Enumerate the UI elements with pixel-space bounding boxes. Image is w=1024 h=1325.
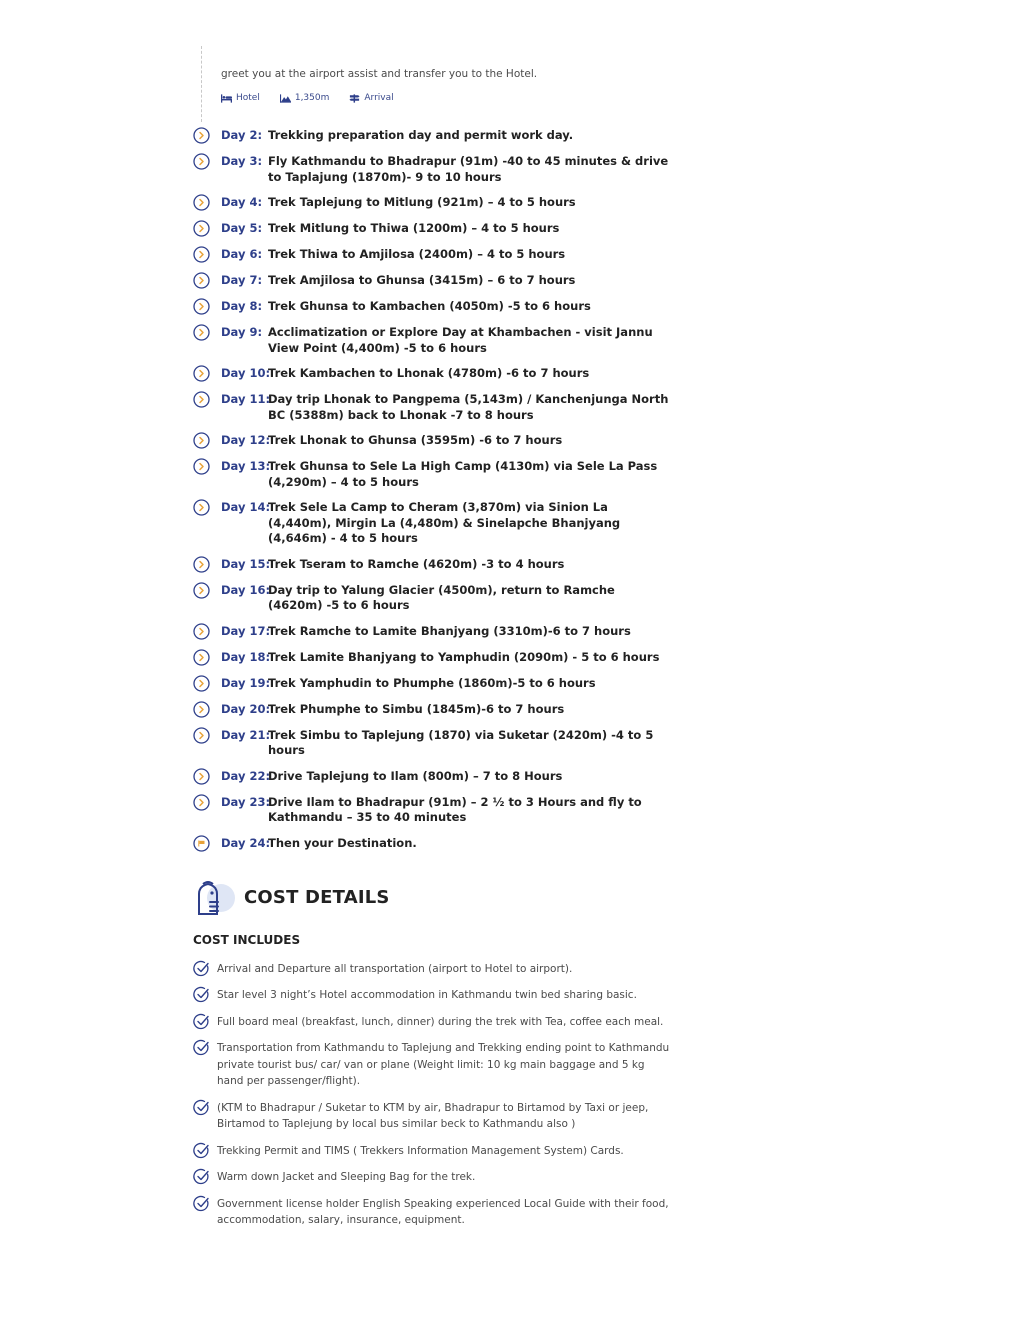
day-title: Trek Phumphe to Simbu (1845m)-6 to 7 hours	[268, 701, 565, 716]
day-title: Acclimatization or Explore Day at Khambachen - visit Jannu View Point (4,400m) -5 to 6 hours	[268, 325, 653, 355]
day-title: Day trip to Yalung Glacier (4500m), return to Ramche (4620m) -5 to 6 hours	[268, 582, 615, 612]
day-label: Day 24:	[221, 835, 271, 850]
cost-details-section	[193, 880, 673, 1229]
list-item: Trekking Permit and TIMS ( Trekkers Information Management System) Cards.	[193, 1143, 673, 1160]
day-item	[193, 195, 673, 211]
day-label: Day 16:	[221, 582, 271, 597]
day-item	[193, 557, 673, 573]
bed-icon	[221, 94, 232, 103]
day-item	[193, 459, 673, 490]
cost-details-title: COST DETAILS	[244, 887, 390, 908]
chevron-right-circle-icon	[193, 194, 210, 211]
day-item	[193, 500, 673, 547]
day-item	[193, 128, 673, 144]
cost-includes-title: COST INCLUDES	[193, 932, 301, 947]
chevron-right-circle-icon	[193, 675, 210, 692]
chevron-right-circle-icon	[193, 768, 210, 785]
day-1-meta	[221, 93, 673, 103]
chevron-right-circle-icon	[193, 649, 210, 666]
day-item	[193, 433, 673, 449]
meta-altitude: 1,350m	[280, 93, 330, 103]
chevron-right-circle-icon	[193, 246, 210, 263]
day-title: Fly Kathmandu to Bhadrapur (91m) -40 to 45 minutes & drive to Taplajung (1870m)- 9 to 10 hours	[268, 154, 669, 184]
day-title: Trek Lhonak to Ghunsa (3595m) -6 to 7 hours	[268, 433, 563, 447]
day-title: Trek Ghunsa to Sele La High Camp (4130m) via Sele La Pass (4,290m) – 4 to 5 hours	[268, 459, 658, 489]
day-1-description: greet you at the airport assist and transfer you to the Hotel.	[221, 68, 538, 80]
day-title: Then your Destination.	[268, 835, 417, 850]
day-label: Day 22:	[221, 768, 271, 783]
day-label: Day 3:	[221, 154, 263, 168]
day-item	[193, 273, 673, 289]
day-label: Day 5:	[221, 221, 263, 235]
day-label: Day 13:	[221, 459, 271, 473]
day-label: Day 14:	[221, 500, 271, 514]
check-circle-icon	[193, 1168, 210, 1185]
day-title: Trekking preparation day and permit work day.	[268, 128, 574, 142]
day-title: Trek Simbu to Taplejung (1870) via Suketar (2420m) -4 to 5 hours	[268, 727, 654, 757]
day-label: Day 20:	[221, 701, 271, 716]
chevron-right-circle-icon	[193, 582, 210, 599]
day-title: Trek Sele La Camp to Cheram (3,870m) via Sinion La (4,440m), Mirgin La (4,480m) & Sinelapche Bhanjyang (4,646m) - 4 to 5 hours	[268, 500, 621, 545]
day-title: Trek Taplejung to Mitlung (921m) – 4 to 5 hours	[268, 195, 576, 209]
signpost-icon	[349, 94, 360, 103]
chevron-right-circle-icon	[193, 391, 210, 408]
day-item-final	[193, 836, 673, 852]
day-item	[193, 769, 673, 785]
day-label: Day 2:	[221, 128, 263, 142]
list-item: Arrival and Departure all transportation (airport to Hotel to airport).	[193, 961, 673, 978]
list-item: Government license holder English Speaking experienced Local Guide with their food, accommodation, salary, insurance, equipment.	[193, 1196, 673, 1229]
check-circle-icon	[193, 1013, 210, 1030]
day-1-details	[193, 0, 673, 120]
chevron-right-circle-icon	[193, 153, 210, 170]
day-title: Trek Ghunsa to Kambachen (4050m) -5 to 6 hours	[268, 299, 591, 313]
check-circle-icon	[193, 986, 210, 1003]
list-item: Star level 3 night’s Hotel accommodation in Kathmandu twin bed sharing basic.	[193, 987, 673, 1004]
chevron-right-circle-icon	[193, 298, 210, 315]
chevron-right-circle-icon	[193, 556, 210, 573]
chevron-right-circle-icon	[193, 499, 210, 516]
day-title: Trek Ramche to Lamite Bhanjyang (3310m)-6 to 7 hours	[268, 623, 631, 638]
list-item: (KTM to Bhadrapur / Suketar to KTM by air, Bhadrapur to Birtamod by Taxi or jeep, Birtamod to Taplejung by local bus similar beck to Kathmandu also )	[193, 1100, 673, 1133]
chevron-right-circle-icon	[193, 324, 210, 341]
list-item: Warm down Jacket and Sleeping Bag for the trek.	[193, 1169, 673, 1186]
day-title: Trek Thiwa to Amjilosa (2400m) – 4 to 5 hours	[268, 247, 566, 261]
day-label: Day 19:	[221, 675, 271, 690]
day-title: Trek Kambachen to Lhonak (4780m) -6 to 7 hours	[268, 366, 590, 380]
timeline-line	[201, 46, 202, 122]
money-bag-icon	[193, 880, 237, 916]
day-label: Day 7:	[221, 273, 263, 287]
check-circle-icon	[193, 1142, 210, 1159]
itinerary-document	[193, 0, 673, 1239]
day-item	[193, 299, 673, 315]
day-label: Day 6:	[221, 247, 263, 261]
day-item	[193, 676, 673, 692]
check-circle-icon	[193, 1195, 210, 1212]
day-label: Day 23:	[221, 794, 271, 809]
day-item	[193, 247, 673, 263]
day-item	[193, 325, 673, 356]
check-circle-icon	[193, 960, 210, 977]
day-title: Trek Yamphudin to Phumphe (1860m)-5 to 6 hours	[268, 675, 596, 690]
day-title: Day trip Lhonak to Pangpema (5,143m) / Kanchenjunga North BC (5388m) back to Lhonak -7 to 8 hours	[268, 392, 669, 422]
chevron-right-circle-icon	[193, 365, 210, 382]
day-item	[193, 583, 673, 614]
list-item: Transportation from Kathmandu to Taplejung and Trekking ending point to Kathmandu private tourist bus/ car/ van or plane (Weight limit: 10 kg main baggage and 5 kg hand per passenger/flight).	[193, 1040, 673, 1090]
day-title: Trek Lamite Bhanjyang to Yamphudin (2090m) - 5 to 6 hours	[268, 649, 660, 664]
day-item	[193, 650, 673, 666]
cost-details-header	[193, 880, 673, 916]
day-item	[193, 392, 673, 423]
day-label: Day 18:	[221, 649, 271, 664]
chevron-right-circle-icon	[193, 432, 210, 449]
day-label: Day 10:	[221, 366, 271, 380]
day-item	[193, 702, 673, 718]
day-title: Trek Mitlung to Thiwa (1200m) – 4 to 5 hours	[268, 221, 560, 235]
itinerary-days	[193, 128, 673, 852]
day-item	[193, 728, 673, 759]
chevron-right-circle-icon	[193, 220, 210, 237]
day-item	[193, 154, 673, 185]
list-item: Full board meal (breakfast, lunch, dinner) during the trek with Tea, coffee each meal.	[193, 1014, 673, 1031]
chevron-right-circle-icon	[193, 794, 210, 811]
day-item	[193, 795, 673, 826]
flag-circle-icon	[193, 835, 210, 852]
chevron-right-circle-icon	[193, 127, 210, 144]
day-label: Day 9:	[221, 325, 263, 339]
chevron-right-circle-icon	[193, 458, 210, 475]
day-item	[193, 221, 673, 237]
meta-accommodation: Hotel	[221, 93, 260, 103]
check-circle-icon	[193, 1039, 210, 1056]
chevron-right-circle-icon	[193, 701, 210, 718]
chevron-right-circle-icon	[193, 623, 210, 640]
chevron-right-circle-icon	[193, 727, 210, 744]
day-label: Day 11:	[221, 392, 271, 406]
day-label: Day 8:	[221, 299, 263, 313]
chevron-right-circle-icon	[193, 272, 210, 289]
cost-includes-list	[193, 961, 673, 1229]
day-item	[193, 366, 673, 382]
day-title: Drive Taplejung to Ilam (800m) – 7 to 8 Hours	[268, 768, 563, 783]
day-title: Trek Tseram to Ramche (4620m) -3 to 4 hours	[268, 556, 565, 571]
day-label: Day 4:	[221, 195, 263, 209]
meta-activity: Arrival	[349, 93, 393, 103]
day-label: Day 12:	[221, 433, 271, 447]
day-label: Day 17:	[221, 623, 271, 638]
day-label: Day 15:	[221, 556, 271, 571]
day-label: Day 21:	[221, 727, 271, 742]
day-item	[193, 624, 673, 640]
day-title: Trek Amjilosa to Ghunsa (3415m) – 6 to 7 hours	[268, 273, 576, 287]
day-title: Drive Ilam to Bhadrapur (91m) – 2 ½ to 3 Hours and fly to Kathmandu – 35 to 40 minutes	[268, 794, 642, 824]
check-circle-icon	[193, 1099, 210, 1116]
mountain-icon	[280, 94, 291, 103]
